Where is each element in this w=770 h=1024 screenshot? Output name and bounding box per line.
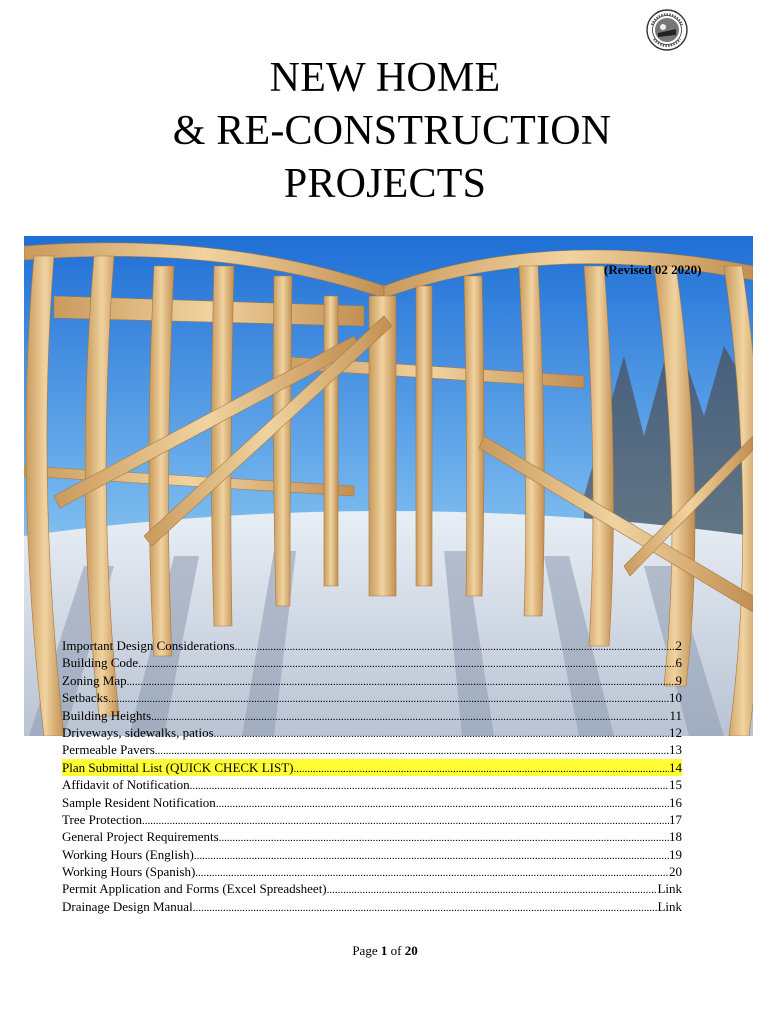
toc-page: 16 xyxy=(669,794,682,810)
toc-row-affidavit[interactable] xyxy=(62,776,682,793)
toc-leader xyxy=(235,639,676,656)
toc-row-design-considerations[interactable] xyxy=(62,637,682,654)
footer-current-page: 1 xyxy=(380,943,388,958)
toc-link[interactable]: Link xyxy=(657,898,682,914)
toc-row-sample-notification[interactable] xyxy=(62,794,682,811)
toc-leader xyxy=(193,900,658,917)
toc-page: 18 xyxy=(669,829,682,845)
toc-page: 9 xyxy=(675,672,682,688)
document-title xyxy=(0,52,770,211)
toc-page: 12 xyxy=(669,724,682,740)
toc-leader xyxy=(194,848,669,865)
toc-leader xyxy=(108,691,669,708)
toc-leader xyxy=(127,674,676,691)
toc-label: Tree Protection xyxy=(62,811,143,827)
toc-row-zoning-map[interactable] xyxy=(62,672,682,689)
toc-label: Affidavit of Notification xyxy=(62,777,190,793)
table-of-contents xyxy=(62,637,682,915)
toc-row-permit-application[interactable] xyxy=(62,880,682,897)
toc-page: 13 xyxy=(669,742,682,758)
toc-row-building-heights[interactable] xyxy=(62,707,682,724)
toc-leader xyxy=(214,726,669,743)
toc-page: 14 xyxy=(669,759,682,775)
toc-label: Plan Submittal List (QUICK CHECK LIST) xyxy=(62,759,294,775)
toc-leader xyxy=(190,778,669,795)
title-line-3: PROJECTS xyxy=(283,161,487,207)
toc-row-working-hours-spanish[interactable] xyxy=(62,863,682,880)
toc-leader xyxy=(219,830,669,847)
toc-label: Drainage Design Manual xyxy=(62,898,193,914)
toc-label: Permit Application and Forms (Excel Spreadsheet) xyxy=(62,881,327,897)
toc-row-working-hours-english[interactable] xyxy=(62,846,682,863)
toc-row-permeable-pavers[interactable] xyxy=(62,741,682,758)
toc-label: Zoning Map xyxy=(62,672,127,688)
toc-row-building-code[interactable] xyxy=(62,654,682,671)
toc-page: 2 xyxy=(675,638,682,653)
page-footer xyxy=(0,943,770,959)
toc-leader xyxy=(138,656,675,673)
toc-row-tree-protection[interactable] xyxy=(62,811,682,828)
toc-leader xyxy=(151,709,669,726)
toc-page: 10 xyxy=(669,690,682,706)
toc-leader xyxy=(293,761,669,778)
toc-label: Building Heights xyxy=(62,707,152,723)
toc-page: 17 xyxy=(669,811,682,827)
title-line-2: & RE-CONSTRUCTION xyxy=(172,108,612,154)
toc-leader xyxy=(327,882,658,899)
toc-leader xyxy=(216,796,669,813)
toc-label: Working Hours (English) xyxy=(62,846,194,862)
toc-label: Sample Resident Notification xyxy=(62,794,216,810)
footer-of: of xyxy=(390,943,402,958)
toc-label: Important Design Considerations xyxy=(62,638,235,653)
toc-label: Building Code xyxy=(62,655,139,671)
toc-link[interactable]: Link xyxy=(657,881,682,897)
toc-label: Working Hours (Spanish) xyxy=(62,864,196,880)
toc-label: General Project Requirements xyxy=(62,829,219,845)
city-seal-icon xyxy=(646,9,688,51)
toc-row-general-requirements[interactable] xyxy=(62,828,682,845)
toc-label: Permeable Pavers xyxy=(62,742,155,758)
toc-page: 6 xyxy=(675,655,682,671)
toc-label: Setbacks xyxy=(62,690,109,706)
title-line-1: NEW HOME xyxy=(269,55,501,101)
toc-row-drainage-manual[interactable] xyxy=(62,898,682,915)
toc-row-plan-submittal-list[interactable] xyxy=(62,759,682,776)
toc-row-driveways[interactable] xyxy=(62,724,682,741)
toc-page: 20 xyxy=(669,864,682,880)
toc-page: 15 xyxy=(669,777,682,793)
revision-label: (Revised 02 2020) xyxy=(604,262,702,277)
footer-prefix: Page xyxy=(352,943,378,958)
toc-page: 19 xyxy=(669,846,682,862)
toc-label: Driveways, sidewalks, patios xyxy=(62,724,214,740)
footer-total-pages: 20 xyxy=(404,943,418,958)
toc-leader xyxy=(142,813,669,830)
toc-row-setbacks[interactable] xyxy=(62,689,682,706)
toc-page: 11 xyxy=(669,707,682,723)
